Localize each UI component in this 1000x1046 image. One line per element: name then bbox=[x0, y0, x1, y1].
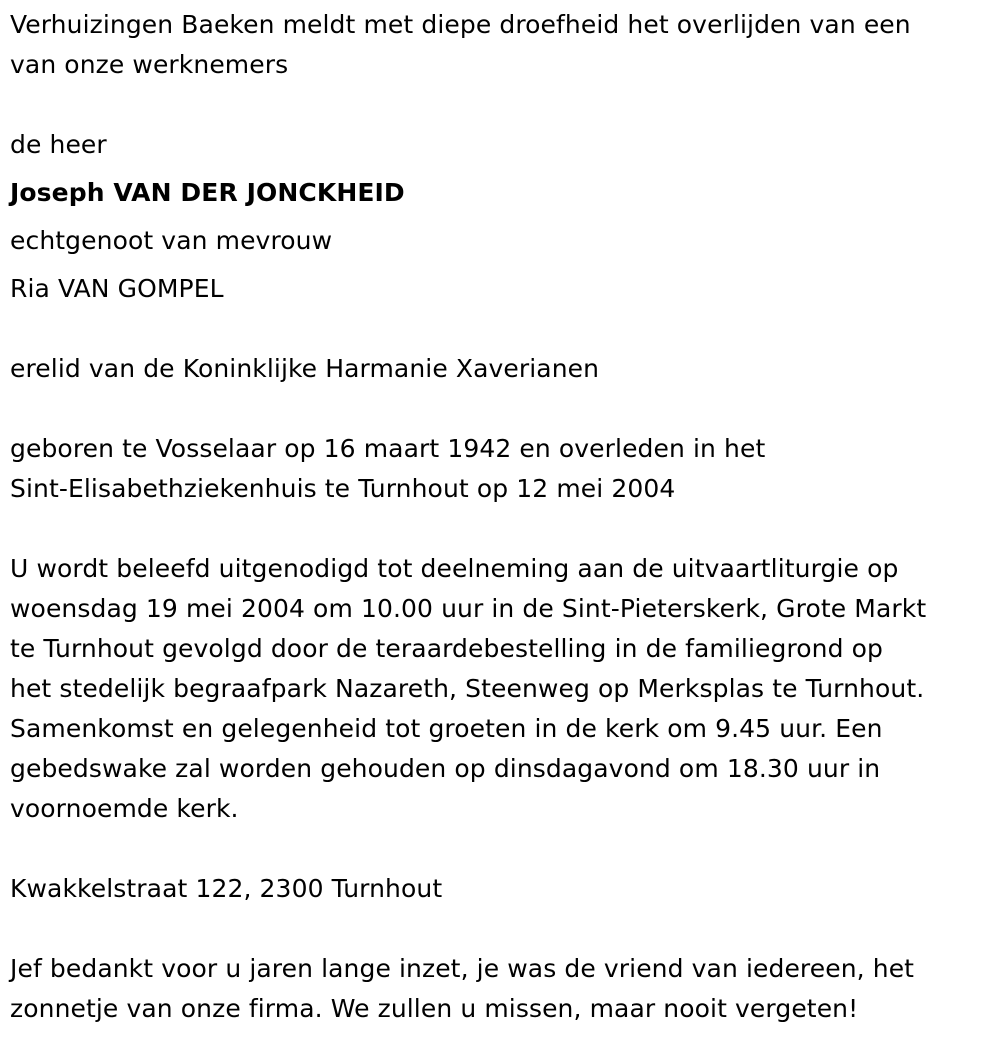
birth-death-line-1: geboren te Vosselaar op 16 maart 1942 en overleden in het bbox=[10, 434, 766, 463]
funeral-line-5: Samenkomst en gelegenheid tot groeten in de kerk om 9.45 uur. Een bbox=[10, 714, 883, 743]
funeral-line-7: voornoemde kerk. bbox=[10, 794, 239, 823]
birth-death-line-2: Sint-Elisabethziekenhuis te Turnhout op 12 mei 2004 bbox=[10, 474, 676, 503]
spouse-label: echtgenoot van mevrouw bbox=[10, 226, 333, 255]
title-text: de heer bbox=[10, 130, 107, 159]
intro-line-2: van onze werknemers bbox=[10, 50, 289, 79]
spouse-name: Ria VAN GOMPEL bbox=[10, 274, 224, 303]
address-text: Kwakkelstraat 122, 2300 Turnhout bbox=[10, 874, 443, 903]
membership-text: erelid van de Koninklijke Harmanie Xaverianen bbox=[10, 354, 600, 383]
closing-line-2: zonnetje van onze firma. We zullen u missen, maar nooit vergeten! bbox=[10, 994, 859, 1023]
funeral-line-2: woensdag 19 mei 2004 om 10.00 uur in de Sint-Pieterskerk, Grote Markt bbox=[10, 594, 927, 623]
deceased-name: Joseph VAN DER JONCKHEID bbox=[10, 178, 405, 207]
funeral-line-6: gebedswake zal worden gehouden op dinsdagavond om 18.30 uur in bbox=[10, 754, 881, 783]
funeral-line-3: te Turnhout gevolgd door de teraardebestelling in de familiegrond op bbox=[10, 634, 884, 663]
closing-line-1: Jef bedankt voor u jaren lange inzet, je was de vriend van iedereen, het bbox=[10, 954, 915, 983]
funeral-line-1: U wordt beleefd uitgenodigd tot deelneming aan de uitvaartliturgie op bbox=[10, 554, 899, 583]
intro-line-1: Verhuizingen Baeken meldt met diepe droefheid het overlijden van een bbox=[10, 10, 911, 39]
funeral-line-4: het stedelijk begraafpark Nazareth, Steenweg op Merksplas te Turnhout. bbox=[10, 674, 925, 703]
